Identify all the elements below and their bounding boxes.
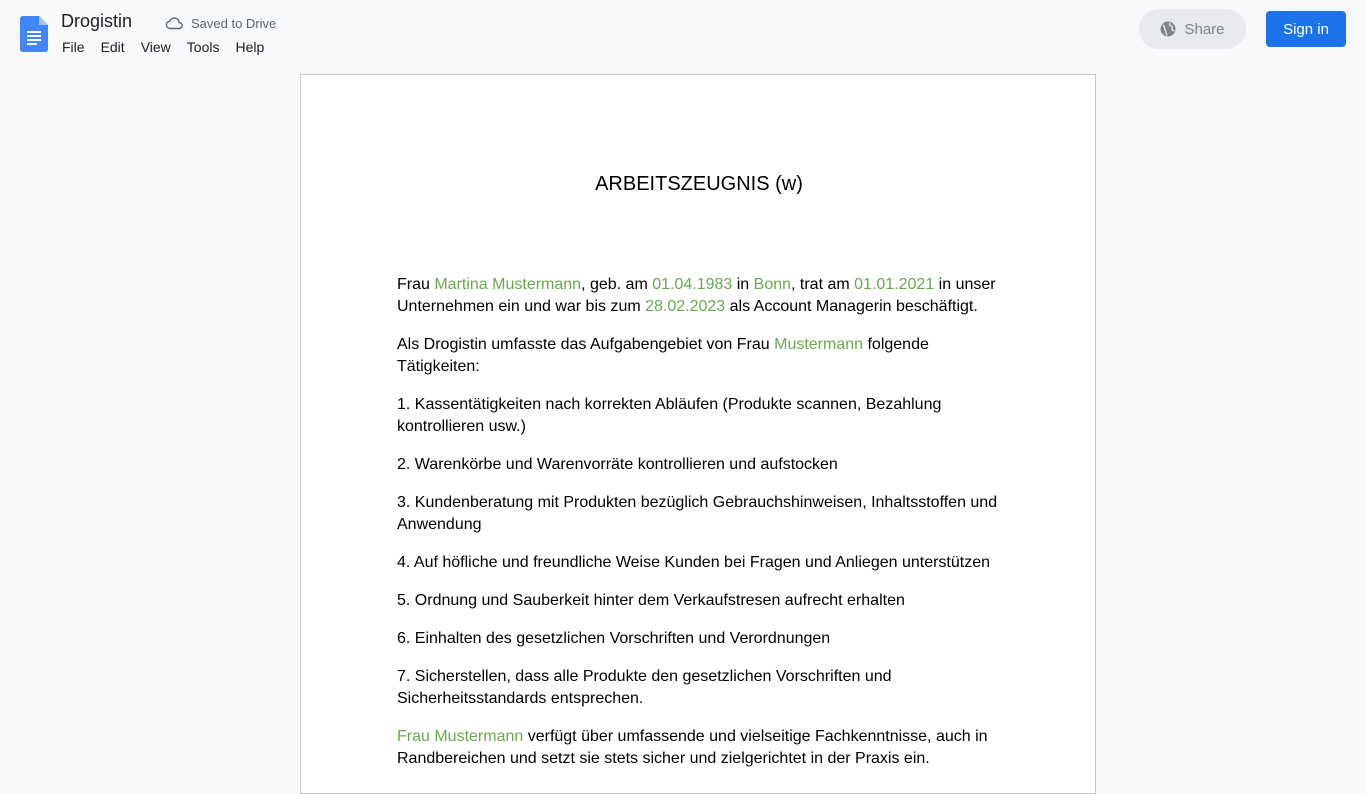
menu-edit[interactable]: Edit — [100, 39, 125, 55]
text-segment: Frau — [397, 276, 435, 293]
skills-paragraph — [397, 726, 1007, 770]
task-item: 4. Auf höfliche und freundliche Weise Kunden bei Fragen und Anliegen unterstützen — [397, 554, 991, 571]
task-item: 3. Kundenberatung mit Produkten bezüglich Gebrauchshinweisen, Inhaltsstoffen und Anwendung — [397, 494, 998, 533]
task-item: 1. Kassentätigkeiten nach korrekten Abläufen (Produkte scannen, Bezahlung kontrollieren usw.) — [397, 396, 942, 435]
start-date: 01.01.2021 — [854, 276, 935, 293]
document-heading: ARBEITSZEUGNIS (w) — [595, 173, 803, 195]
text-segment: , trat am — [791, 276, 855, 293]
text-segment: in unser Unternehmen ein und war bis zum — [397, 276, 996, 315]
menu-bar — [54, 36, 272, 58]
birth-date: 01.04.1983 — [652, 276, 733, 293]
save-status[interactable] — [165, 13, 276, 33]
menu-file[interactable]: File — [62, 39, 85, 55]
document-title[interactable]: Drogistin — [61, 11, 133, 31]
text-segment: Als Drogistin umfasste das Aufgabengebiet von Frau — [397, 336, 775, 353]
intro-paragraph — [397, 274, 1007, 318]
share-button[interactable] — [1139, 9, 1246, 49]
cloud-done-icon — [165, 16, 183, 30]
birth-place: Bonn — [753, 276, 792, 293]
task-item: 2. Warenkörbe und Warenvorräte kontrollieren und aufstocken — [397, 456, 838, 473]
save-status-label: Saved to Drive — [191, 15, 277, 31]
task-item: 7. Sicherstellen, dass alle Produkte den gesetzlichen Vorschriften und Sicherheitsstandards entsprechen. — [397, 668, 892, 707]
document-page[interactable] — [300, 74, 1096, 794]
text-segment: folgende Tätigkeiten: — [397, 336, 929, 375]
docs-logo-icon[interactable] — [20, 16, 48, 52]
employee-surname: Mustermann — [774, 336, 864, 353]
menu-tools[interactable]: Tools — [186, 39, 220, 55]
employee-name: Martina Mustermann — [434, 276, 582, 293]
text-segment: als Account Managerin beschäftigt. — [725, 298, 978, 315]
employee-name: Frau Mustermann — [397, 728, 524, 745]
text-segment: in — [732, 276, 754, 293]
tasks-intro-paragraph — [397, 334, 1007, 378]
end-date: 28.02.2023 — [645, 298, 726, 315]
text-segment: , geb. am — [581, 276, 653, 293]
globe-icon — [1160, 21, 1176, 37]
task-item: 6. Einhalten des gesetzlichen Vorschriften und Verordnungen — [397, 630, 831, 647]
menu-help[interactable]: Help — [235, 39, 265, 55]
share-label: Share — [1184, 20, 1225, 38]
menu-view[interactable]: View — [140, 39, 171, 55]
top-bar — [0, 0, 1366, 66]
task-item: 5. Ordnung und Sauberkeit hinter dem Verkaufstresen aufrecht erhalten — [397, 592, 905, 609]
text-segment: verfügt über umfassende und vielseitige Fachkenntnisse, auch in Randbereichen und setzt sie stets sicher und zielgerichtet in der Praxis ein. — [397, 728, 988, 767]
sign-in-button[interactable]: Sign in — [1266, 11, 1346, 47]
document-body — [397, 274, 1007, 786]
